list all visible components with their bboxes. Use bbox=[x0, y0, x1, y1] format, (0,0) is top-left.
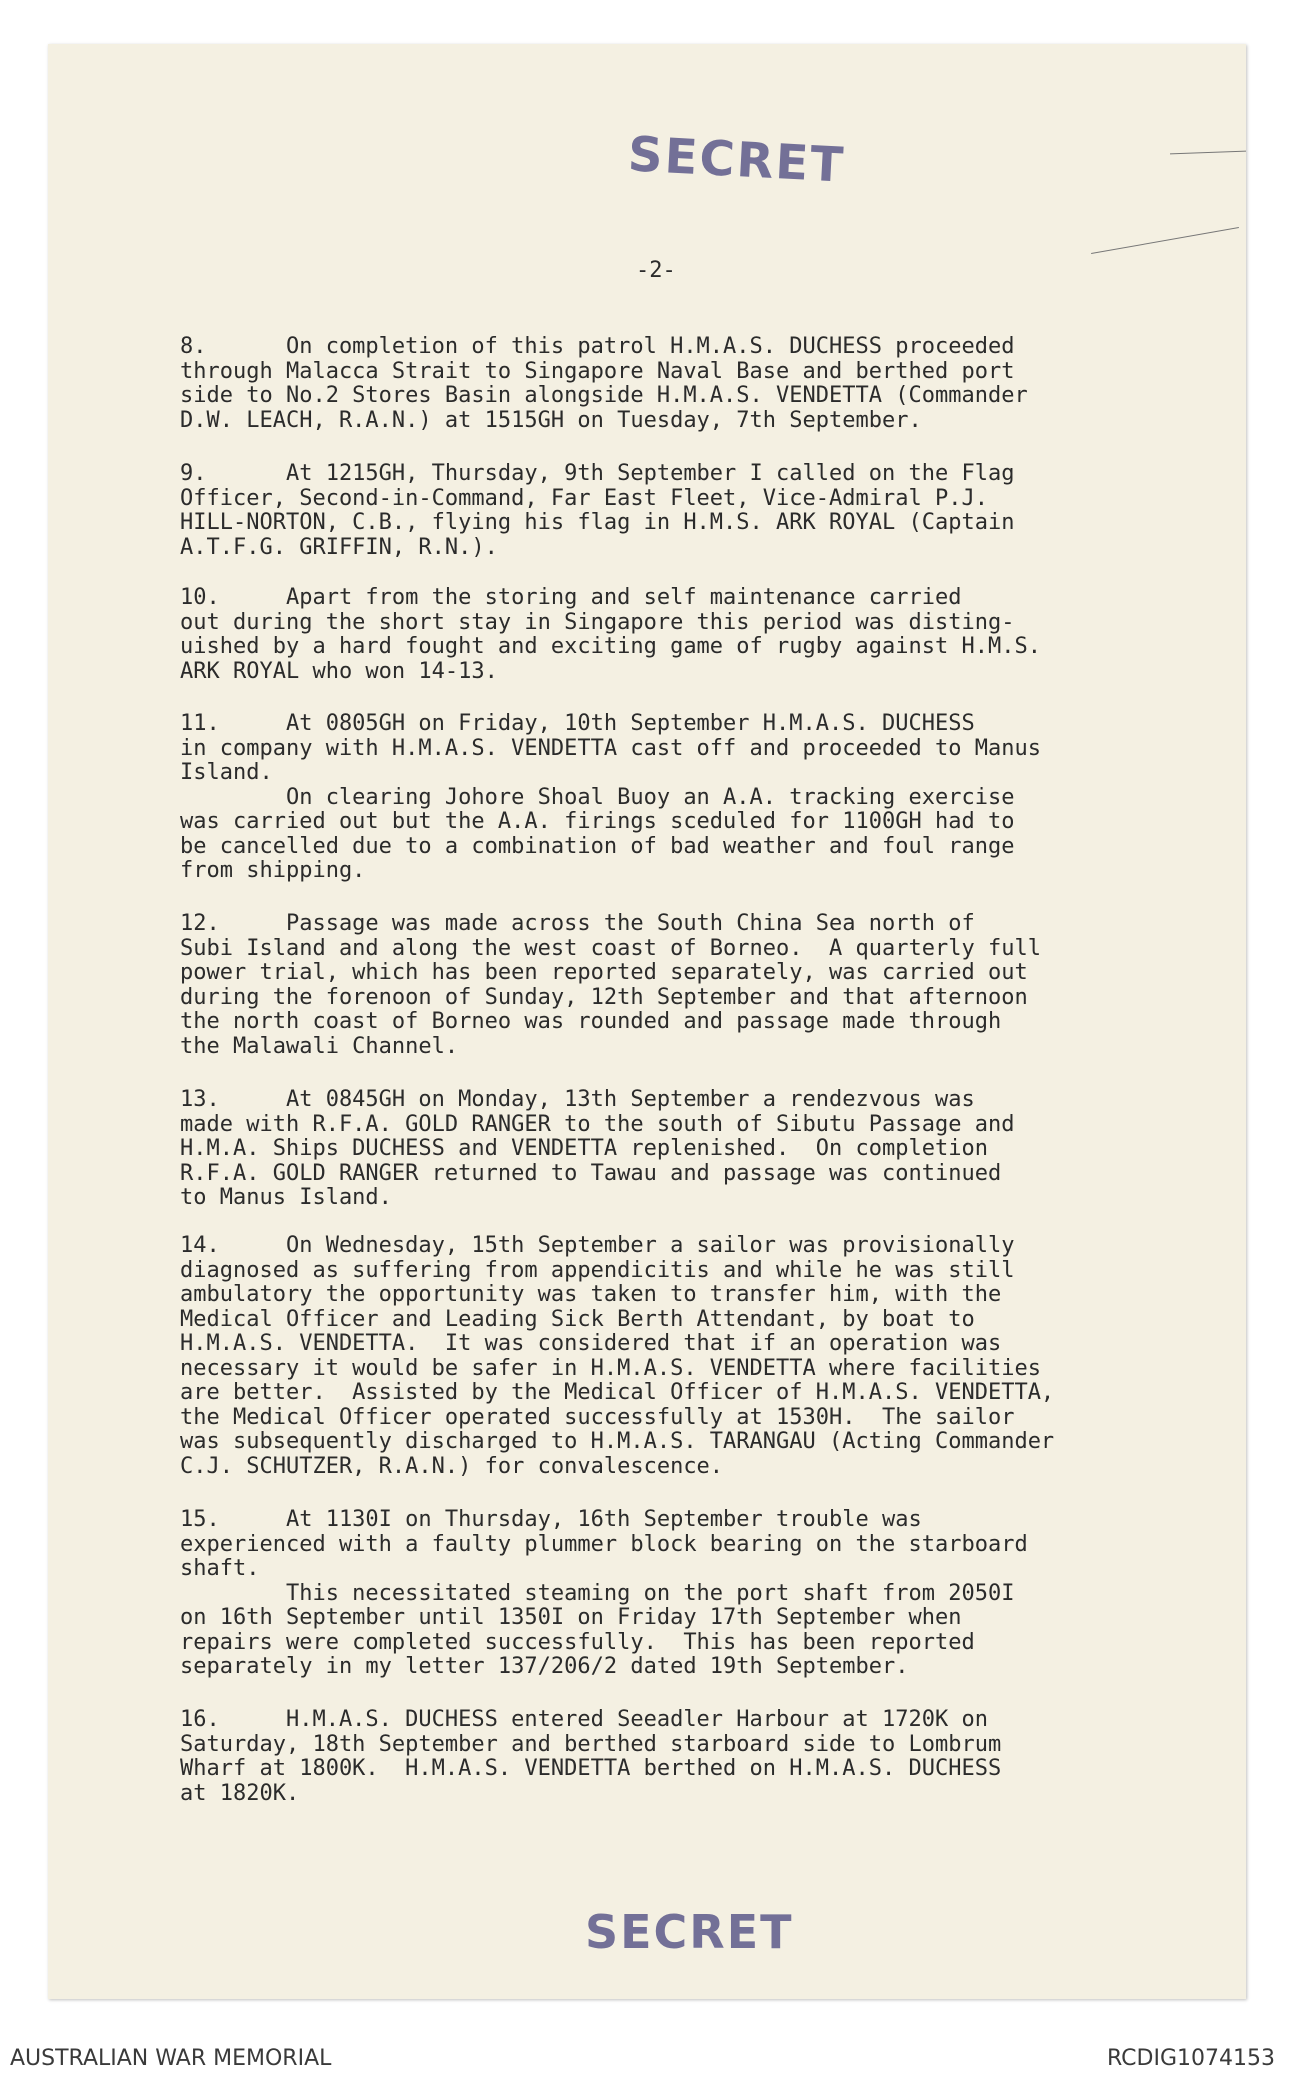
paragraph-16: 16. H.M.A.S. DUCHESS entered Seeadler Harbour at 1720K on Saturday, 18th September and berthed starboard side to Lombrum Wharf at 1800K. H.M.A.S. VENDETTA berthed on H.M.A.S. DUCHESS at 1820K. bbox=[180, 1707, 1002, 1806]
footer-source: AUSTRALIAN WAR MEMORIAL bbox=[10, 2046, 332, 2071]
paragraph-11: 11. At 0805GH on Friday, 10th September H.M.A.S. DUCHESS in company with H.M.A.S. VENDETTA cast off and proceeded to Manus Island. On clearing Johore Shoal Buoy an A.A. tracking exercise was carried out but the A.A. firings sceduled for 1100GH had to be cancelled due to a combination of bad weather and foul range from shipping. bbox=[180, 711, 1041, 883]
paragraph-9: 9. At 1215GH, Thursday, 9th September I called on the Flag Officer, Second-in-Command, Far East Fleet, Vice-Admiral P.J. HILL-NORTON, C.B., flying his flag in H.M.S. ARK ROYAL (Captain A.T.F.G. GRIFFIN, R.N.). bbox=[180, 461, 1015, 560]
secret-stamp-top: SECRET bbox=[626, 126, 847, 194]
paragraph-10: 10. Apart from the storing and self maintenance carried out during the short stay in Singapore this period was disting- uished by a hard fought and exciting game of rugby against H.M.S. ARK ROYAL who won 14-13. bbox=[180, 585, 1041, 684]
paragraph-14: 14. On Wednesday, 15th September a sailor was provisionally diagnosed as suffering from appendicitis and while he was still ambulatory the opportunity was taken to transfer him, with the Medical Officer and Leading Sick Berth Attendant, by boat to H.M.A.S. VENDETTA. It was considered that if an operation was necessary it would be safer in H.M.A.S. VENDETTA where facilities are better. Assisted by the Medical Officer of H.M.A.S. VENDETTA, the Medical Officer operated successfully at 1530H. The sailor was subsequently discharged to H.M.A.S. TARANGAU (Acting Commander C.J. SCHUTZER, R.A.N.) for convalescence. bbox=[180, 1233, 1055, 1479]
paragraph-12: 12. Passage was made across the South China Sea north of Subi Island and along the west coast of Borneo. A quarterly full power trial, which has been reported separately, was carried out during the forenoon of Sunday, 12th September and that afternoon the north coast of Borneo was rounded and passage made through the Malawali Channel. bbox=[180, 911, 1041, 1059]
paragraph-8: 8. On completion of this patrol H.M.A.S. DUCHESS proceeded through Malacca Strait to Singapore Naval Base and berthed port side to No.2 Stores Basin alongside H.M.A.S. VENDETTA (Commander D.W. LEACH, R.A.N.) at 1515GH on Tuesday, 7th September. bbox=[180, 334, 1028, 433]
secret-stamp-bottom: SECRET bbox=[585, 1905, 794, 1959]
footer-id: RCDIG1074153 bbox=[1106, 2046, 1275, 2071]
page-number: -2- bbox=[636, 258, 676, 283]
paragraph-15: 15. At 1130I on Thursday, 16th September trouble was experienced with a faulty plummer block bearing on the starboard shaft. This necessitated steaming on the port shaft from 2050I on 16th September until 1350I on Friday 17th September when repairs were completed successfully. This has been reported separately in my letter 137/206/2 dated 19th September. bbox=[180, 1507, 1028, 1679]
paragraph-13: 13. At 0845GH on Monday, 13th September a rendezvous was made with R.F.A. GOLD RANGER to the south of Sibutu Passage and H.M.A. Ships DUCHESS and VENDETTA replenished. On completion R.F.A. GOLD RANGER returned to Tawau and passage was continued to Manus Island. bbox=[180, 1087, 1015, 1210]
